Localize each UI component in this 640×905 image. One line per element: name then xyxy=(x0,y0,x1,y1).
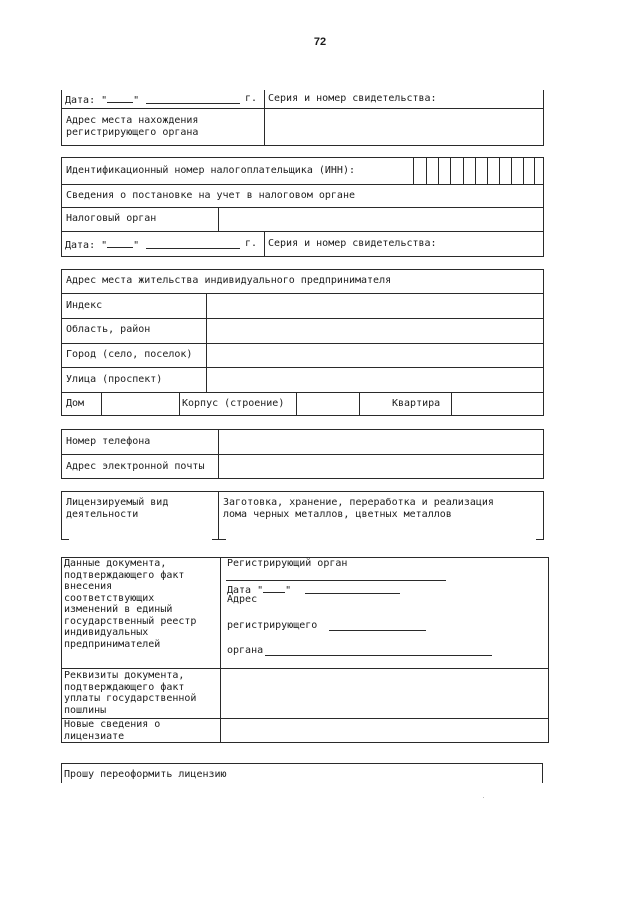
document-registering-label: регистрирующего xyxy=(227,620,318,631)
city-field[interactable] xyxy=(208,345,542,365)
page-number: 72 xyxy=(313,36,327,48)
email-field[interactable] xyxy=(220,456,542,477)
street-field[interactable] xyxy=(208,369,542,390)
activity-label: Лицензируемый вид деятельности xyxy=(66,497,169,520)
registration-address-field[interactable] xyxy=(266,110,542,144)
building-label: Корпус (строение) xyxy=(182,398,285,409)
address-heading: Адрес места жительства индивидуального предпринимателя xyxy=(66,275,392,286)
house-field[interactable] xyxy=(103,394,177,414)
document-data-label: Данные документа, подтверждающего факт внесения соответствующих изменений в единый государственный реестр индивидуальных предпринимателей xyxy=(64,558,197,650)
region-label: Область, район xyxy=(66,324,151,335)
tax-year-suffix: г. xyxy=(245,238,258,249)
apartment-label: Квартира xyxy=(392,398,441,409)
registration-address-label: Адрес места нахождения регистрирующего органа xyxy=(66,115,199,138)
registering-line[interactable] xyxy=(329,630,426,631)
tax-authority-label: Налоговый орган xyxy=(66,213,157,224)
tax-cert-label: Серия и номер свидетельства: xyxy=(268,238,437,249)
building-field[interactable] xyxy=(298,394,357,414)
reg-authority-line[interactable] xyxy=(226,580,446,581)
tax-date-field[interactable]: Дата: " " xyxy=(65,240,140,251)
payment-doc-label: Реквизиты документа, подтверждающего факт уплаты государственной пошлины xyxy=(64,670,197,716)
document-date-field[interactable]: Дата " " xyxy=(227,585,292,596)
city-label: Город (село, поселок) xyxy=(66,349,193,360)
inn-label: Идентификационный номер налогоплательщика (ИНН): xyxy=(66,165,355,176)
phone-label: Номер телефона xyxy=(66,436,151,447)
activity-value: Заготовка, хранение, переработка и реализация лома черных металлов, цветных металлов xyxy=(223,497,494,520)
index-field[interactable] xyxy=(208,295,542,316)
registration-date-field[interactable]: Дата: " " xyxy=(65,95,140,106)
house-label: Дом xyxy=(66,398,85,409)
payment-doc-field[interactable] xyxy=(222,670,547,716)
registration-cert-label: Серия и номер свидетельства: xyxy=(268,93,437,104)
authority-line[interactable] xyxy=(265,655,492,656)
new-info-field[interactable] xyxy=(222,720,547,741)
new-info-label: Новые сведения о лицензиате xyxy=(64,719,161,742)
reg-authority-label: Регистрирующий орган xyxy=(227,558,348,569)
street-label: Улица (проспект) xyxy=(66,374,163,385)
index-label: Индекс xyxy=(66,300,103,311)
inn-cells[interactable] xyxy=(413,157,544,184)
request-text: Прошу переоформить лицензию xyxy=(64,769,227,780)
document-authority-label: органа xyxy=(227,645,264,656)
tax-registration-info: Сведения о постановке на учет в налоговом органе xyxy=(66,190,355,201)
email-label: Адрес электронной почты xyxy=(66,461,205,472)
apartment-field[interactable] xyxy=(453,394,542,414)
tax-authority-field[interactable] xyxy=(220,209,542,229)
registration-year-suffix: г. xyxy=(245,93,258,104)
document-address-label: Адрес xyxy=(227,594,258,605)
region-field[interactable] xyxy=(208,320,542,341)
phone-field[interactable] xyxy=(220,431,542,452)
